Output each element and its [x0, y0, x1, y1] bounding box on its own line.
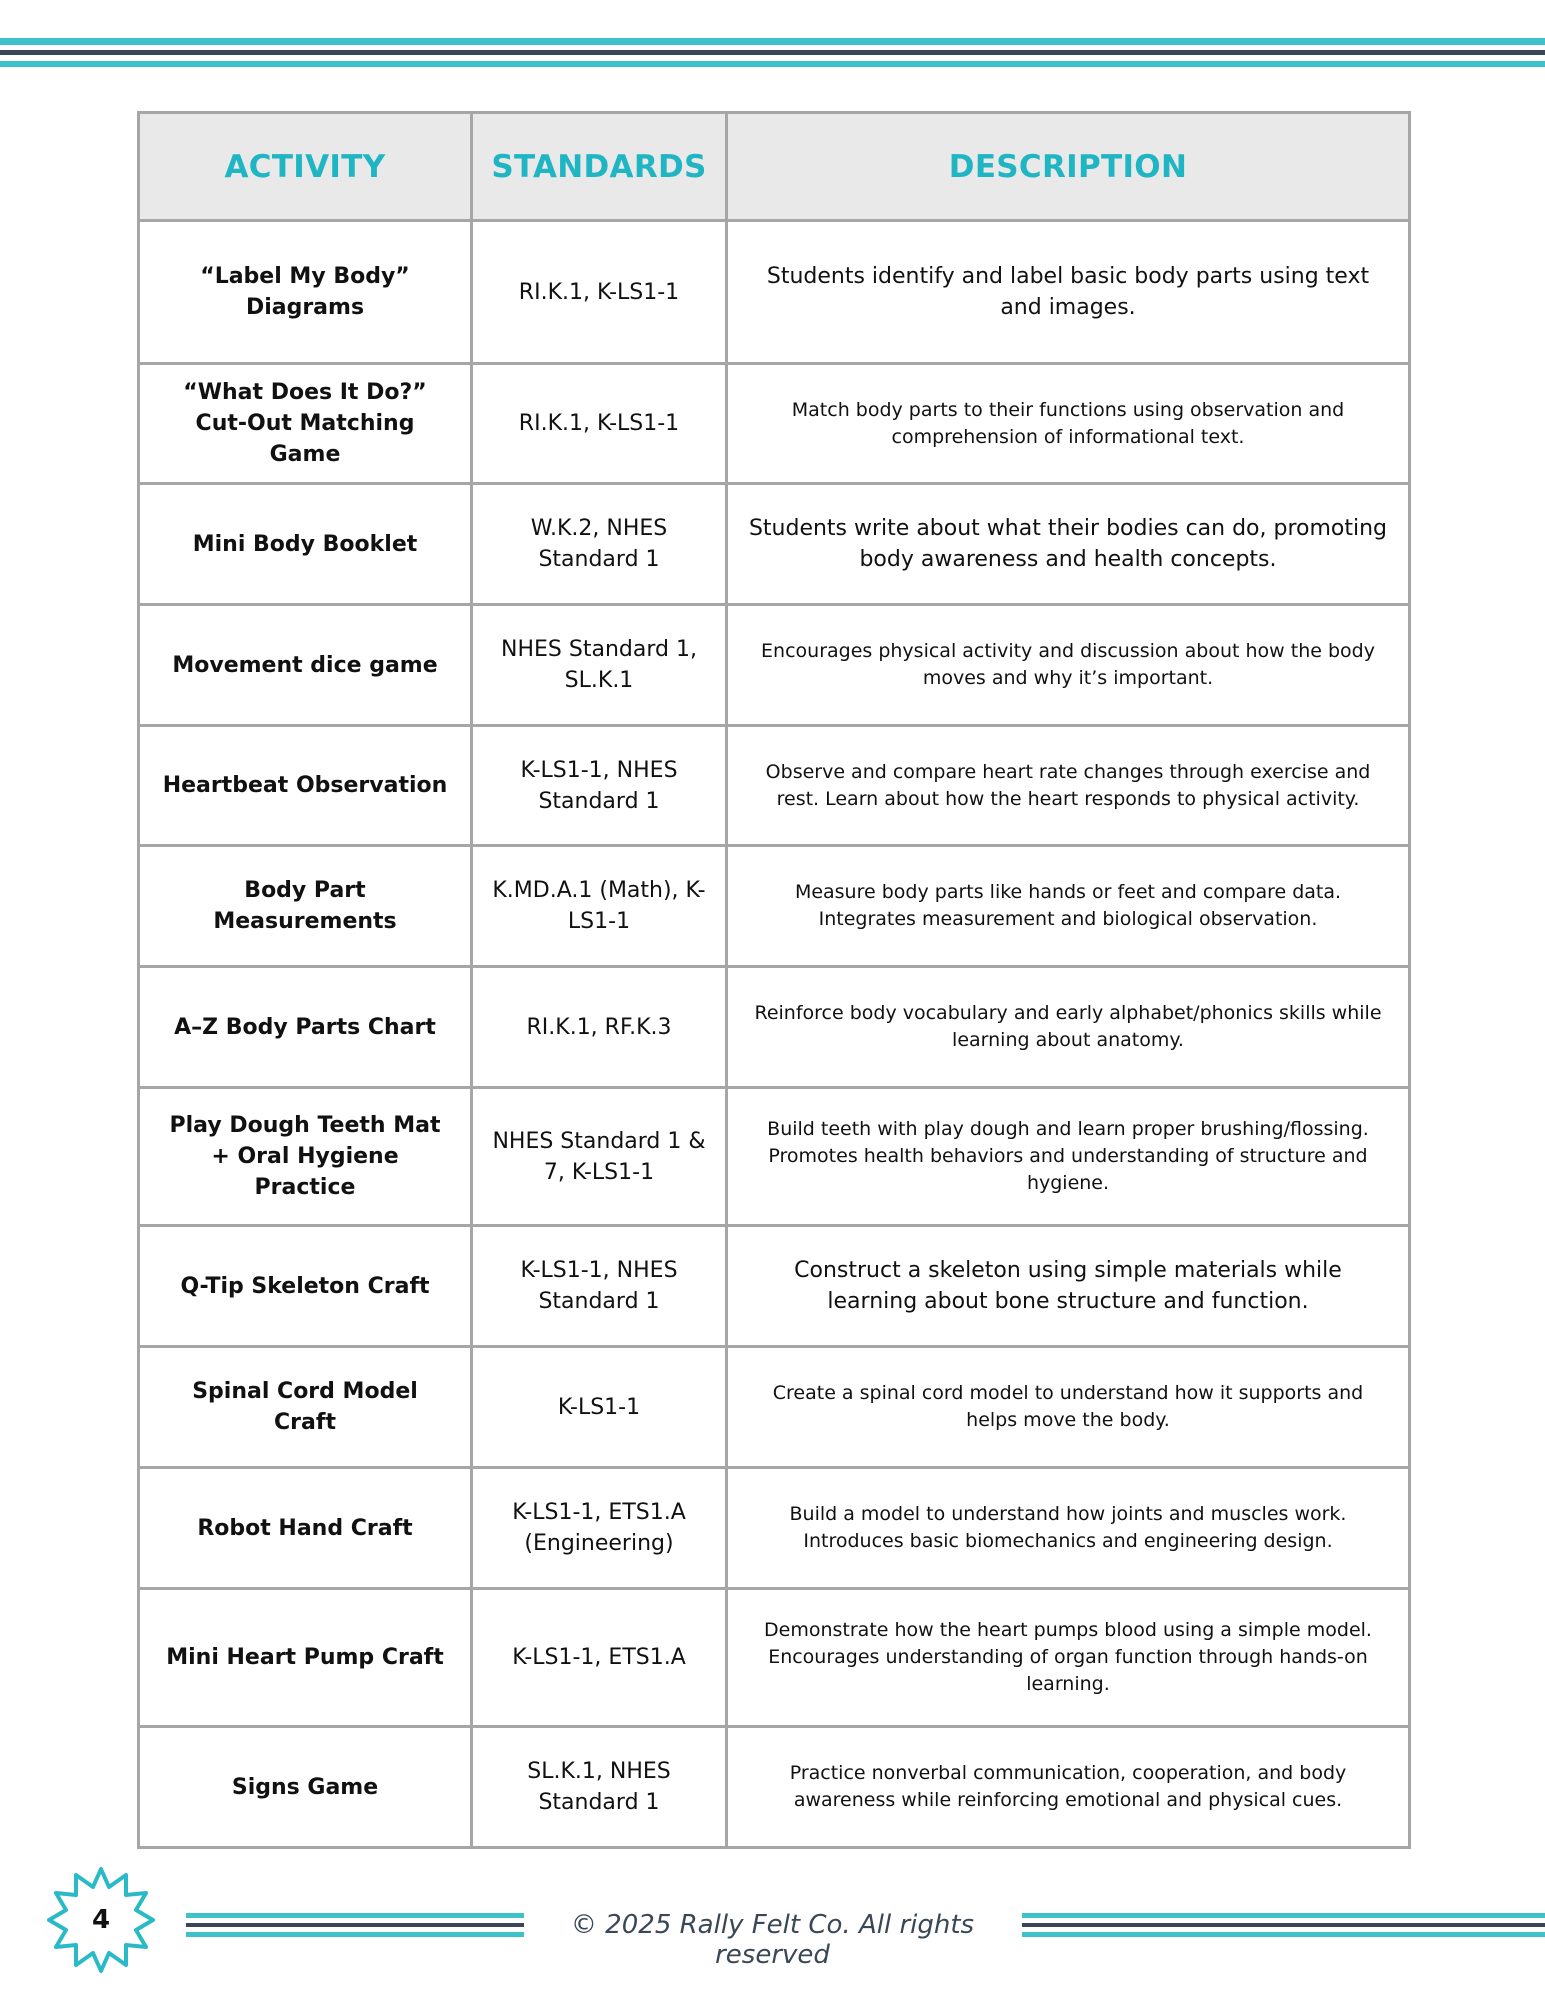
- table-row: [139, 1589, 1410, 1727]
- table-row: [139, 1347, 1410, 1468]
- standards-cell: RI.K.1, K-LS1-1: [472, 221, 727, 364]
- table-row: [139, 221, 1410, 364]
- table-header-row: [139, 113, 1410, 221]
- activity-cell: Signs Game: [139, 1727, 472, 1848]
- standards-cell: K.MD.A.1 (Math), K-LS1-1: [472, 846, 727, 967]
- standards-cell: K-LS1-1, ETS1.A (Engineering): [472, 1468, 727, 1589]
- table-row: [139, 1727, 1410, 1848]
- standards-cell: RI.K.1, RF.K.3: [472, 967, 727, 1088]
- table-row: [139, 1088, 1410, 1226]
- standards-cell: K-LS1-1, NHES Standard 1: [472, 726, 727, 846]
- table-row: [139, 846, 1410, 967]
- top-stripe-1: [0, 38, 1545, 45]
- copyright-text: © 2025 Rally Felt Co. All rights reserved: [570, 1910, 975, 1970]
- page-number-badge: [46, 1865, 156, 1975]
- activity-cell: “Label My Body” Diagrams: [139, 221, 472, 364]
- table-row: [139, 726, 1410, 846]
- header-standards: STANDARDS: [472, 113, 727, 221]
- description-cell: Practice nonverbal communication, cooperation, and body awareness while reinforcing emotional and physical cues.: [727, 1727, 1410, 1848]
- table-row: [139, 967, 1410, 1088]
- description-cell: Match body parts to their functions using observation and comprehension of informational text.: [727, 364, 1410, 484]
- table-row: [139, 364, 1410, 484]
- footer-stripe-left-2: [186, 1923, 524, 1927]
- standards-cell: K-LS1-1, NHES Standard 1: [472, 1226, 727, 1347]
- activities-table: [137, 111, 1411, 1849]
- table-row: [139, 484, 1410, 605]
- description-cell: Measure body parts like hands or feet and compare data. Integrates measurement and biological observation.: [727, 846, 1410, 967]
- activity-cell: Movement dice game: [139, 605, 472, 726]
- footer-stripe-right-2: [1022, 1923, 1545, 1927]
- activity-cell: A–Z Body Parts Chart: [139, 967, 472, 1088]
- activity-cell: Play Dough Teeth Mat + Oral Hygiene Practice: [139, 1088, 472, 1226]
- activity-cell: Robot Hand Craft: [139, 1468, 472, 1589]
- activity-cell: “What Does It Do?” Cut-Out Matching Game: [139, 364, 472, 484]
- standards-cell: RI.K.1, K-LS1-1: [472, 364, 727, 484]
- description-cell: Encourages physical activity and discussion about how the body moves and why it’s important.: [727, 605, 1410, 726]
- header-description: DESCRIPTION: [727, 113, 1410, 221]
- activity-cell: Spinal Cord Model Craft: [139, 1347, 472, 1468]
- top-stripe-3: [0, 61, 1545, 67]
- description-cell: Build a model to understand how joints and muscles work. Introduces basic biomechanics and engineering design.: [727, 1468, 1410, 1589]
- standards-cell: K-LS1-1, ETS1.A: [472, 1589, 727, 1727]
- table-row: [139, 605, 1410, 726]
- page-number: 4: [91, 1905, 111, 1935]
- description-cell: Students write about what their bodies can do, promoting body awareness and health concepts.: [727, 484, 1410, 605]
- top-stripe-2: [0, 50, 1545, 55]
- description-cell: Demonstrate how the heart pumps blood using a simple model. Encourages understanding of organ function through hands-on learning.: [727, 1589, 1410, 1727]
- footer-stripe-right-3: [1022, 1932, 1545, 1937]
- standards-cell: W.K.2, NHES Standard 1: [472, 484, 727, 605]
- description-cell: Reinforce body vocabulary and early alphabet/phonics skills while learning about anatomy.: [727, 967, 1410, 1088]
- description-cell: Students identify and label basic body parts using text and images.: [727, 221, 1410, 364]
- footer-stripe-right-1: [1022, 1913, 1545, 1918]
- activity-cell: Mini Body Booklet: [139, 484, 472, 605]
- table-row: [139, 1226, 1410, 1347]
- table-row: [139, 1468, 1410, 1589]
- description-cell: Observe and compare heart rate changes through exercise and rest. Learn about how the heart responds to physical activity.: [727, 726, 1410, 846]
- footer-stripe-left-1: [186, 1913, 524, 1918]
- standards-cell: NHES Standard 1 & 7, K-LS1-1: [472, 1088, 727, 1226]
- standards-cell: SL.K.1, NHES Standard 1: [472, 1727, 727, 1848]
- description-cell: Create a spinal cord model to understand how it supports and helps move the body.: [727, 1347, 1410, 1468]
- header-activity: ACTIVITY: [139, 113, 472, 221]
- activity-cell: Heartbeat Observation: [139, 726, 472, 846]
- activity-cell: Mini Heart Pump Craft: [139, 1589, 472, 1727]
- footer-stripe-left-3: [186, 1932, 524, 1937]
- activity-cell: Q-Tip Skeleton Craft: [139, 1226, 472, 1347]
- activity-cell: Body Part Measurements: [139, 846, 472, 967]
- description-cell: Build teeth with play dough and learn proper brushing/flossing. Promotes health behaviors and understanding of structure and hygiene.: [727, 1088, 1410, 1226]
- standards-cell: NHES Standard 1, SL.K.1: [472, 605, 727, 726]
- description-cell: Construct a skeleton using simple materials while learning about bone structure and function.: [727, 1226, 1410, 1347]
- standards-cell: K-LS1-1: [472, 1347, 727, 1468]
